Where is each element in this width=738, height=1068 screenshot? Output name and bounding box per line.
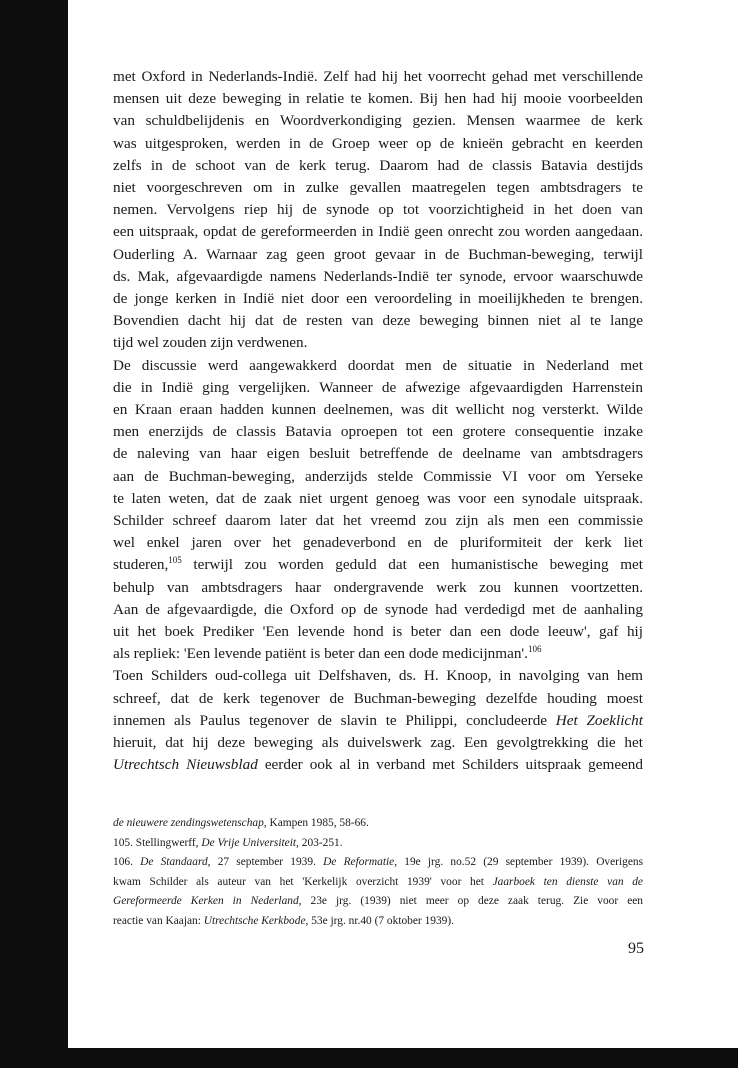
text-line: hieruit, dat hij deze beweging als duivelswerk zag. Een gevolgtrekking die het — [113, 734, 643, 752]
text-line: nemen. Vervolgens riep hij de synode op tot voorzichtigheid in het doen van — [113, 201, 643, 219]
text-line: uit het boek Prediker 'Een levende hond is beter dan een dode leeuw', gaf hij — [113, 623, 643, 641]
footnote-ref: 105 — [168, 555, 182, 566]
footnote-line: kwam Schilder als auteur van het 'Kerkelijk overzicht 1939' voor het Jaarboek ten dienste van de — [113, 875, 643, 888]
text-line: de jonge kerken in Indië niet door een veroordeling in moeilijkheden te brengen. — [113, 290, 643, 308]
scan-border-bottom — [0, 1048, 738, 1068]
footnote-line: Gereformeerde Kerken in Nederland, 23e jrg. (1939) niet meer op deze zaak terug. Zie voor een — [113, 895, 643, 907]
text-line: aan de Buchman-beweging, anderzijds stelde Commissie VI voor om Yerseke — [113, 467, 643, 485]
text-line: en Kraan eraan hadden kunnen deelnemen, was dit wellicht nog versterkt. Wilde — [113, 401, 643, 419]
text-line: niet voorgeschreven om in zulke gevallen maatregelen tegen ambtsdragers te — [113, 179, 643, 197]
text-line: Ouderling A. Warnaar zag geen groot gevaar in de Buchman-beweging, terwijl — [113, 245, 643, 263]
footnotes — [113, 814, 643, 931]
text-line: schreef, dat de kerk tegenover de Buchman-beweging dezelfde houding moest — [113, 689, 643, 707]
text-line: als repliek: 'Een levende patiënt is beter dan een dode medicijnman'.$^{106}$ — [113, 644, 542, 663]
text-line: men enerzijds de classis Batavia oproepen tot een grotere consequentie inzake — [113, 423, 643, 441]
text-line: studeren,$^{105}$ terwijl zou worden geduld dat een humanistische beweging met — [113, 555, 643, 574]
text-line: innemen als Paulus tegenover de slavin te Philippi, concludeerde Het Zoeklicht — [113, 711, 643, 729]
text-line: mensen uit deze beweging in relatie te komen. Bij hen had hij mooie voorbeelden — [113, 90, 643, 108]
text-line: De discussie werd aangewakkerd doordat men de situatie in Nederland met — [113, 356, 643, 374]
text-line: behulp van ambtsdragers haar ondergravende werk zou kunnen voortzetten. — [113, 578, 643, 596]
body-text — [113, 66, 643, 777]
text-line: was uitgesproken, werden in de Groep weer op de knieën gebracht en keerden — [113, 134, 643, 152]
text-line: Schilder schreef daarom later dat het vreemd zou zijn als men een commissie — [113, 512, 643, 530]
text-line: zelfs in de schoot van de kerk terug. Daarom had de classis Batavia destijds — [113, 156, 643, 174]
text-line: wel enkel jaren over het genadeverbond en de pluriformiteit der kerk liet — [113, 534, 643, 552]
text-line: de naleving van haar eigen besluit betreffende de deelname van ambtsdragers — [113, 445, 643, 463]
text-line: van schuldbelijdenis en Woordverkondiging gezien. Mensen waarmee de kerk — [113, 112, 643, 130]
page-number: 95 — [628, 940, 644, 957]
text-line: die in Indië ging vergelijken. Wanneer de afwezige afgevaardigden Harrenstein — [113, 378, 643, 396]
text-line: Toen Schilders oud-collega uit Delfshaven, ds. H. Knoop, in navolging van hem — [113, 667, 643, 685]
text-line: Bovendien dacht hij dat de resten van deze beweging binnen niet al te lange — [113, 312, 643, 330]
scan-border-left — [0, 0, 68, 1068]
footnote-105: 105. Stellingwerff, De Vrije Universiteit, 203-251. — [113, 836, 343, 849]
text-line: Utrechtsch Nieuwsblad eerder ook al in verband met Schilders uitspraak gemeend — [113, 756, 643, 774]
footnote-106: 106. De Standaard, 27 september 1939. De Reformatie, 19e jrg. no.52 (29 september 1939). Overigens — [113, 856, 644, 868]
text-line: een uitspraak, opdat de gereformeerden in Indië geen onrecht zou worden aangedaan. — [113, 223, 643, 241]
text-line: met Oxford in Nederlands-Indië. Zelf had hij het voorrecht gehad met verschillende — [113, 68, 643, 85]
footnote-ref: 106 — [527, 644, 542, 655]
text-line: Aan de afgevaardigde, die Oxford op de synode had verdedigd met de aanhaling — [113, 600, 643, 618]
footnote-line: de nieuwere zendingswetenschap, Kampen 1985, 58-66. — [113, 817, 369, 829]
text-line: te laten weten, dat de zaak niet urgent genoeg was voor een synodale uitspraak. — [113, 489, 643, 507]
text-line: tijd wel zouden zijn verdwenen. — [113, 334, 308, 352]
text-line: ds. Mak, afgevaardigde namens Nederlands-Indië ter synode, ervoor waarschuwde — [113, 267, 643, 285]
footnote-line: reactie van Kaajan: Utrechtsche Kerkbode, 53e jrg. nr.40 (7 oktober 1939). — [113, 914, 454, 927]
